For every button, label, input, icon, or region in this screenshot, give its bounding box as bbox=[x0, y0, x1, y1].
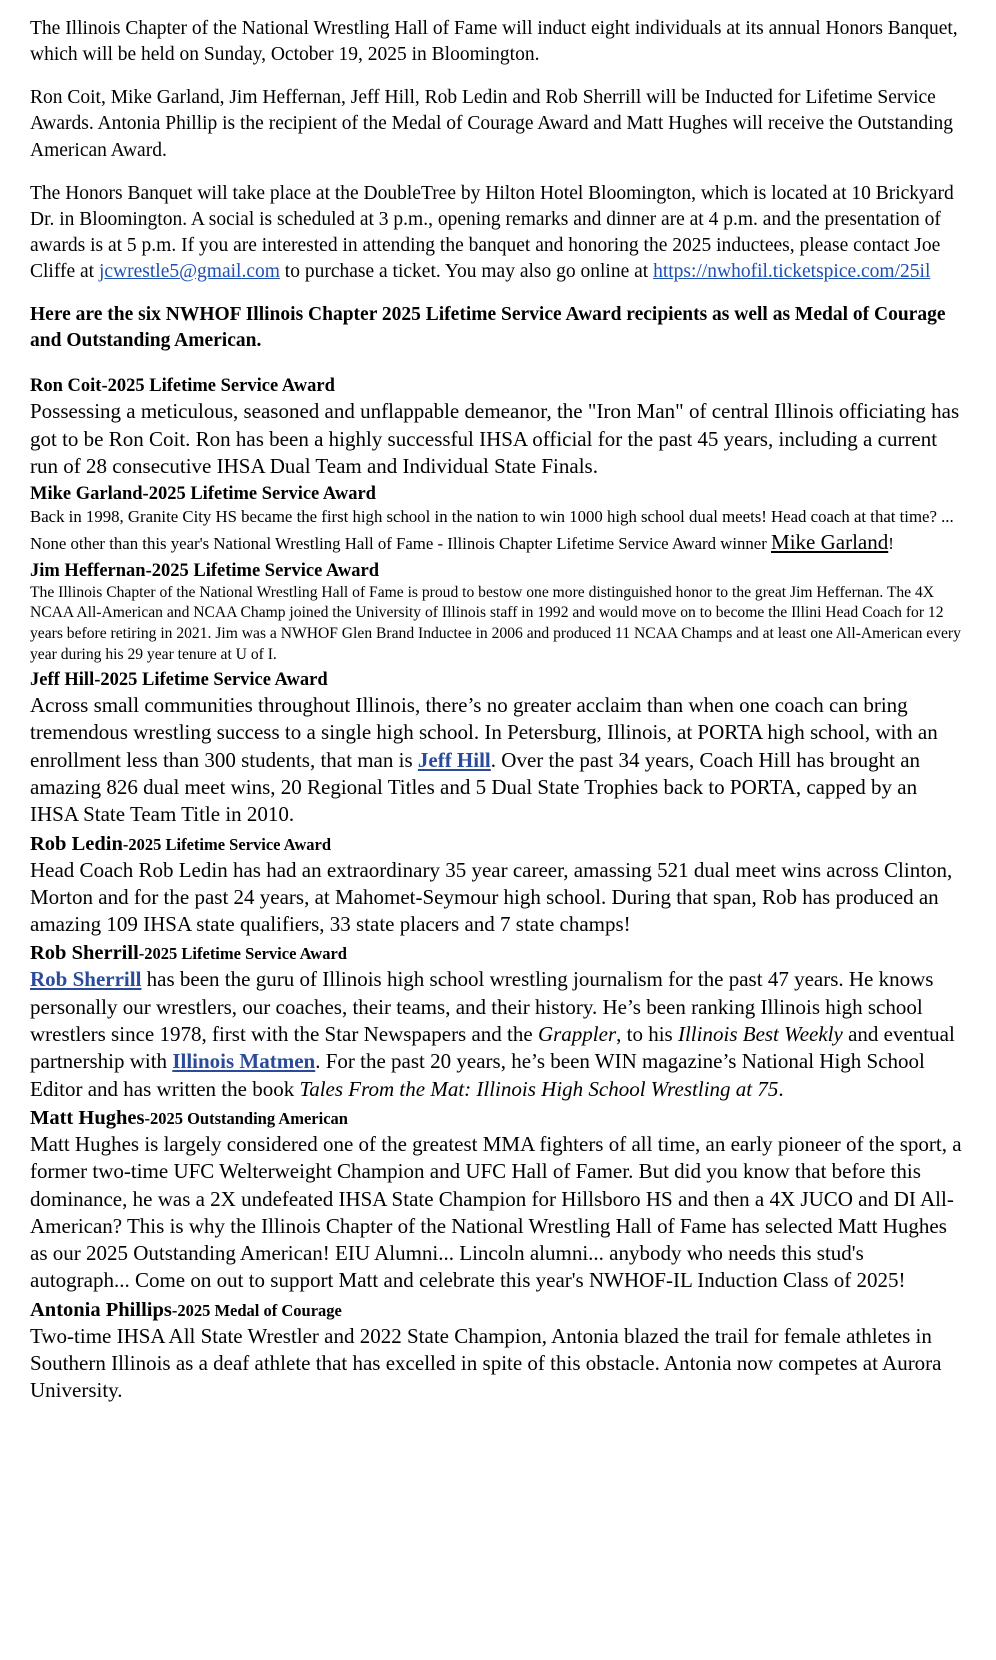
honoree-name: Antonia Phillips bbox=[30, 1298, 172, 1321]
banquet-text-part-2: to purchase a ticket. You may also go online at bbox=[279, 261, 654, 282]
heading-dash: - bbox=[171, 1300, 178, 1320]
honoree-name: Matt Hughes bbox=[30, 1106, 145, 1129]
section-body: Matt Hughes is largely considered one of the greatest MMA fighters of all time, an early pioneer of the sport, a former two-time UFC Welterweight Champion and UFC Hall of Famer. But did you know that before this dominance, he was a 2X undefeated IHSA State Champion for Hillsboro HS and then a 4X JUCO and DI All-American? This is why the Illinois Chapter of the National Wrestling Hall of Fame has selected Matt Hughes as our 2025 Outstanding American! EIU Alumni... Lincoln alumni... anybody who needs this stud's autograph... Come on out to support Matt and celebrate this year's NWHOF-IL Induction Class of 2025! bbox=[30, 1131, 962, 1293]
section-heading bbox=[30, 561, 966, 582]
section-matt-hughes bbox=[30, 1107, 966, 1295]
body-part-4: . For the past 20 years, he’s been WIN magazine’s National High School Editor and has written the book bbox=[30, 1049, 925, 1101]
heading-dash: - bbox=[145, 560, 152, 581]
section-jeff-hill bbox=[30, 670, 966, 828]
award-label: 2025 Lifetime Service Award bbox=[107, 376, 335, 397]
illinois-matmen-link[interactable]: Illinois Matmen bbox=[172, 1049, 316, 1074]
email-link[interactable]: jcwrestle5@gmail.com bbox=[98, 261, 280, 282]
award-label: 2025 Medal of Courage bbox=[177, 1300, 342, 1320]
highlighted-name: Mike Garland bbox=[771, 529, 889, 554]
award-label: 2025 Lifetime Service Award bbox=[128, 834, 332, 854]
banquet-text-part-1: The Honors Banquet will take place at the DoubleTree by Hilton Hotel Bloomington, which is located at 10 Brickyard Dr. in Bloomington. A social is scheduled at 3 p.m., opening remarks and dinner are at 4 p.m. and the presentation of awards is at 5 p.m. If you are interested in attending the banquet and honoring the 2025 inductees, please contact Joe Cliffe at bbox=[30, 182, 954, 282]
award-label: 2025 Lifetime Service Award bbox=[148, 484, 376, 505]
body-part-2: ! bbox=[888, 533, 894, 553]
honoree-name: Rob Ledin bbox=[30, 832, 123, 855]
heading-dash: - bbox=[101, 376, 108, 397]
heading-dash: - bbox=[94, 670, 101, 691]
body-part-3: and eventual partnership with bbox=[30, 1022, 955, 1074]
honoree-name: Jim Heffernan bbox=[30, 560, 146, 581]
banquet-paragraph bbox=[30, 181, 966, 286]
heading-dash: - bbox=[122, 834, 129, 854]
intro-paragraph-1: The Illinois Chapter of the National Wrestling Hall of Fame will induct eight individuals at its annual Honors Banquet, which will be held on Sunday, October 19, 2025 in Bloomington. bbox=[30, 18, 958, 66]
italic-book-title: Tales From the Mat: Illinois High School Wrestling at 75 bbox=[299, 1076, 779, 1101]
honoree-name: Rob Sherrill bbox=[30, 942, 139, 965]
heading-dash: - bbox=[138, 944, 145, 964]
award-label: 2025 Lifetime Service Award bbox=[100, 670, 328, 691]
section-body: Two-time IHSA All State Wrestler and 2022 State Champion, Antonia blazed the trail for female athletes in Southern Illinois as a deaf athlete that has excelled in spite of this obstacle. Antonia now competes at Aurora University. bbox=[30, 1323, 942, 1403]
section-heading bbox=[30, 670, 966, 691]
jeff-hill-link[interactable]: Jeff Hill bbox=[417, 747, 491, 772]
section-heading bbox=[30, 484, 966, 505]
italic-illinois-best-weekly: Illinois Best Weekly bbox=[677, 1022, 843, 1047]
body-part-1: Back in 1998, Granite City HS became the first high school in the nation to win 1000 high school dual meets! Head coach at that time? ... None other than this year's National Wrestling Hall of Fame - Illinois Chapter Lifetime Service Award winner bbox=[30, 507, 954, 553]
section-body bbox=[30, 506, 966, 556]
section-body bbox=[30, 966, 966, 1102]
ticket-url-link[interactable]: https://nwhofil.ticketspice.com/25il bbox=[653, 261, 931, 282]
body-part-1: Across small communities throughout Illinois, there’s no greater acclaim than when one coach can bring tremendous wrestling success to a single high school. In Petersburg, Illinois, at PORTA high school, with an enrollment less than 300 students, that man is bbox=[30, 693, 938, 772]
section-heading bbox=[30, 376, 966, 397]
body-part-2: . Over the past 34 years, Coach Hill has brought an amazing 826 dual meet wins, 20 Regional Titles and 5 Dual State Trophies back to PORTA, capped by an IHSA State Team Title in 2010. bbox=[30, 747, 921, 827]
section-body bbox=[30, 692, 966, 828]
section-rob-ledin bbox=[30, 833, 966, 939]
section-jim-heffernan bbox=[30, 561, 966, 667]
section-antonia-phillips bbox=[30, 1299, 966, 1405]
honoree-name: Ron Coit bbox=[30, 376, 102, 397]
award-label: 2025 Outstanding American bbox=[149, 1108, 348, 1128]
rob-sherrill-link[interactable]: Rob Sherrill bbox=[30, 967, 142, 992]
section-heading bbox=[30, 1299, 966, 1322]
heading-dash: - bbox=[144, 1108, 150, 1128]
award-label: 2025 Lifetime Service Award bbox=[151, 560, 380, 581]
section-rob-sherrill bbox=[30, 942, 966, 1102]
section-heading bbox=[30, 1107, 966, 1130]
lead-bold-paragraph: Here are the six NWHOF Illinois Chapter 2025 Lifetime Service Award recipients as well as Medal of Courage and Outstanding American. bbox=[30, 304, 946, 352]
body-part-2: , to his bbox=[616, 1022, 678, 1047]
section-body: Possessing a meticulous, seasoned and unflappable demeanor, the "Iron Man" of central Illinois officiating has got to be Ron Coit. Ron has been a highly successful IHSA official for the past 45 years, including a current run of 28 consecutive IHSA Dual Team and Individual State Finals. bbox=[30, 399, 960, 478]
section-heading bbox=[30, 942, 966, 965]
intro-paragraph-2: Ron Coit, Mike Garland, Jim Heffernan, Jeff Hill, Rob Ledin and Rob Sherrill will be Inducted for Lifetime Service Awards. Antonia Phillip is the recipient of the Medal of Courage Award and Matt Hughes will receive the Outstanding American Award. bbox=[30, 87, 954, 161]
section-body: The Illinois Chapter of the National Wrestling Hall of Fame is proud to bestow one more distinguished honor to the great Jim Heffernan. The 4X NCAA All-American and NCAA Champ joined the University of Illinois staff in 1992 and would move on to become the Illini Head Coach for 12 years before retiring in 2021. Jim was a NWHOF Glen Brand Inductee in 2006 and produced 11 NCAA Champs and at least one All-American every year during his 29 year tenure at U of I. bbox=[30, 583, 961, 664]
award-label: 2025 Lifetime Service Award bbox=[144, 944, 347, 964]
body-part-1: has been the guru of Illinois high school wrestling journalism for the past 47 years. He knows personally our wrestlers, our coaches, their teams, and their history. He’s been ranking Illinois high school wrestlers since 1978, first with the Star Newspapers and the bbox=[30, 967, 934, 1047]
italic-grappler: Grappler bbox=[537, 1022, 617, 1047]
section-body: Head Coach Rob Ledin has had an extraordinary 35 year career, amassing 521 dual meet wins across Clinton, Morton and for the past 24 years, at Mahomet-Seymour high school. During that span, Rob has produced an amazing 109 IHSA state qualifiers, 33 state placers and 7 state champs! bbox=[30, 857, 953, 937]
section-mike-garland bbox=[30, 484, 966, 556]
honoree-name: Mike Garland bbox=[30, 484, 143, 505]
heading-dash: - bbox=[142, 484, 149, 505]
section-heading bbox=[30, 833, 966, 856]
section-ron-coit bbox=[30, 376, 966, 480]
body-part-5: . bbox=[778, 1076, 784, 1101]
honoree-name: Jeff Hill bbox=[30, 670, 95, 691]
